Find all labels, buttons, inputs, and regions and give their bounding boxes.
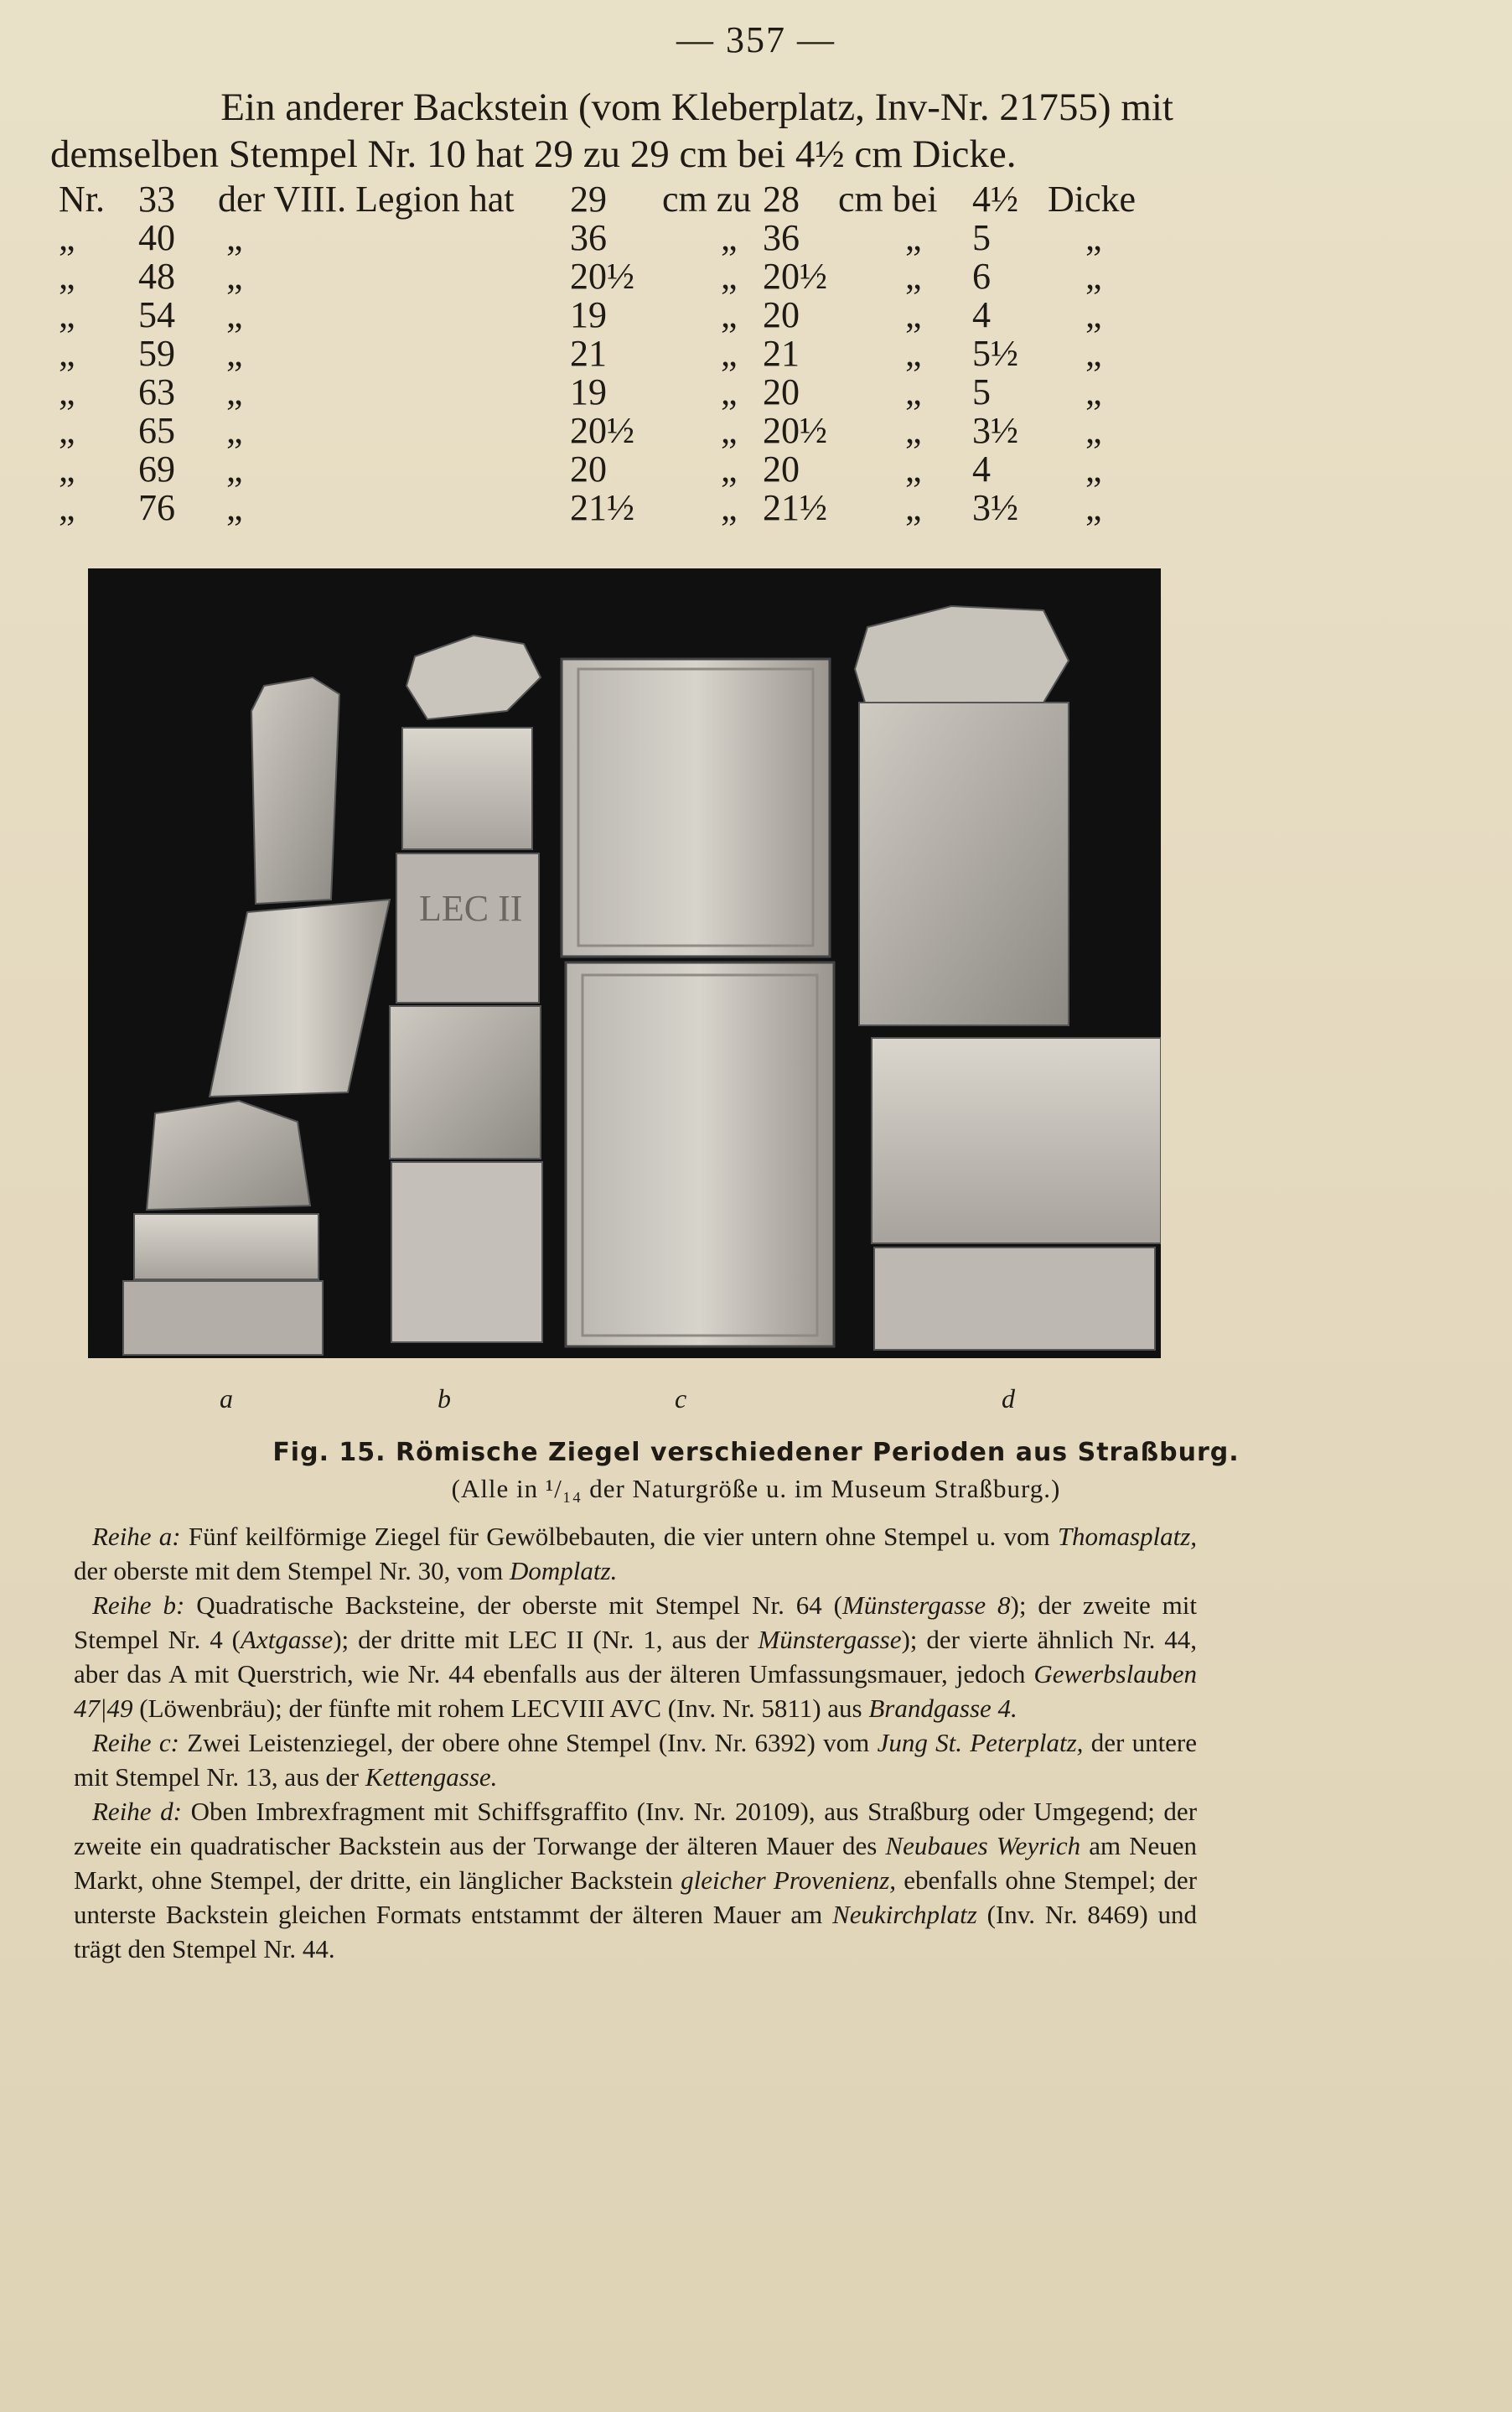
row-height: 28 [763, 179, 800, 220]
row-label-a: a [220, 1383, 233, 1413]
row-height: 21½ [763, 487, 827, 528]
row-ditto: „ [721, 449, 739, 490]
row-number: 63 [138, 371, 175, 412]
row-c-place-1: Jung St. Peterplatz, [877, 1728, 1084, 1757]
row-width: 21½ [570, 487, 634, 528]
row-ditto: „ [905, 371, 924, 412]
row-d-text-1: Oben Imbrexfragment mit Schiffsgraffito (Inv. Nr. 20109), aus Straßburg oder Umgegend; der zweite ein quadratischer Backstein aus der Torwange der älteren Mauer des [74, 1797, 1198, 1860]
row-label-b: b [438, 1383, 451, 1413]
row-a-text-2: der oberste mit dem Stempel Nr. 30, vom [74, 1556, 504, 1585]
row-ditto: „ [721, 217, 739, 258]
row-d-place-1: Neubaues Weyrich [885, 1831, 1081, 1860]
row-label-d: d [1002, 1383, 1015, 1413]
figure-description [74, 1519, 1197, 1966]
row-thickness: 4 [972, 449, 991, 490]
row-thickness: 6 [972, 256, 991, 297]
row-d-text-3: ebenfalls ohne Stempel; der unterste Backstein gleichen Formats entstammt der älteren Mauer am [74, 1865, 1198, 1929]
row-a-place-1: Thomasplatz, [1057, 1522, 1198, 1551]
row-ditto: „ [721, 333, 739, 374]
row-number: 69 [138, 449, 175, 490]
row-thickness: 5 [972, 217, 991, 258]
row-number: 54 [138, 294, 175, 335]
row-number: 33 [138, 179, 175, 220]
row-b-text-3: ); der dritte mit LEC II (Nr. 1, aus der [333, 1625, 749, 1654]
row-unit-2: cm bei [838, 179, 938, 220]
row-ditto: „ [226, 371, 245, 412]
row-ditto: „ [905, 256, 924, 297]
brick-photograph [88, 568, 1161, 1358]
brick-column-b [390, 635, 542, 1342]
row-a-label: Reihe a: [92, 1522, 181, 1551]
row-thickness: 4 [972, 294, 991, 335]
row-legion: der VIII. Legion hat [218, 179, 515, 220]
row-ditto: „ [59, 217, 77, 258]
row-ditto: „ [721, 256, 739, 297]
row-ditto: „ [1085, 487, 1104, 528]
row-thickness: 3½ [972, 410, 1018, 451]
measurement-row [50, 371, 1190, 412]
row-ditto: „ [721, 410, 739, 451]
row-height: 20½ [763, 256, 827, 297]
row-ditto: „ [59, 371, 77, 412]
row-b-label: Reihe b: [92, 1590, 185, 1620]
row-a-text-1: Fünf keilförmige Ziegel für Gewölbebauten, die vier untern ohne Stempel u. vom [188, 1522, 1050, 1551]
row-ditto: „ [905, 410, 924, 451]
row-ditto: „ [905, 449, 924, 490]
row-b-place-2: Axtgasse [241, 1625, 334, 1654]
row-ditto: „ [1085, 449, 1104, 490]
row-number: 76 [138, 487, 175, 528]
row-width: 19 [570, 371, 607, 412]
row-label-c: c [675, 1383, 687, 1413]
row-width: 19 [570, 294, 607, 335]
row-d-place-3: Neukirchplatz [832, 1900, 977, 1929]
row-b-text-1: Quadratische Backsteine, der oberste mit Stempel Nr. 64 ( [196, 1590, 843, 1620]
row-width: 36 [570, 217, 607, 258]
measurement-row [50, 448, 1190, 490]
row-unit-1: cm zu [662, 179, 752, 220]
measurement-row [50, 486, 1190, 528]
intro-paragraph [50, 84, 1173, 178]
row-ditto: „ [905, 217, 924, 258]
row-ditto: „ [905, 333, 924, 374]
row-number: 48 [138, 256, 175, 297]
row-height: 36 [763, 217, 800, 258]
row-b-text-5: (Löwenbräu); der fünfte mit rohem LECVIII AVC (Inv. Nr. 5811) aus [139, 1694, 862, 1723]
measurement-row [50, 255, 1190, 297]
intro-line-1: Ein anderer Backstein (vom Kleberplatz, Inv-Nr. 21755) mit [220, 86, 1173, 129]
intro-line-2: demselben Stempel Nr. 10 hat 29 zu 29 cm bei 4½ cm Dicke. [50, 132, 1017, 176]
brick-photo-svg [88, 568, 1161, 1358]
row-ditto: „ [59, 487, 77, 528]
row-number: 65 [138, 410, 175, 451]
row-thickness: 5 [972, 371, 991, 412]
row-height: 21 [763, 333, 800, 374]
row-ditto: „ [226, 487, 245, 528]
row-ditto: „ [1085, 256, 1104, 297]
row-height: 20 [763, 294, 800, 335]
row-ditto: „ [1085, 333, 1104, 374]
row-width: 20½ [570, 410, 634, 451]
row-b-text-4: ); der vierte ähnlich Nr. 44, aber das A mit Querstrich, wie Nr. 44 ebenfalls aus der älteren Umfassungsmauer, jedoch [74, 1625, 1198, 1688]
measurement-row [50, 409, 1190, 451]
row-labels [0, 1383, 1512, 1420]
row-thickness: 5½ [972, 333, 1018, 374]
row-ditto: „ [226, 294, 245, 335]
row-d-text-2: am Neuen Markt, ohne Stempel, der dritte, ein länglicher Backstein [74, 1831, 1198, 1895]
row-d-place-2: gleicher Provenienz, [681, 1865, 896, 1895]
figure-caption [0, 1438, 1512, 1504]
measurement-row [50, 216, 1190, 258]
row-b-place-4: Gewerbslauben 47|49 [74, 1659, 1197, 1723]
row-b-text-2: ); der zweite mit Stempel Nr. 4 ( [74, 1590, 1198, 1654]
description-row-b [74, 1588, 1197, 1725]
row-ditto: „ [721, 371, 739, 412]
row-ditto: „ [905, 294, 924, 335]
row-thickness: 4½ [972, 179, 1018, 220]
row-thickness: 3½ [972, 487, 1018, 528]
row-width: 29 [570, 179, 607, 220]
row-ditto: „ [721, 487, 739, 528]
figure-subtitle: (Alle in ¹/₁₄ der Naturgröße u. im Museum Straßburg.) [451, 1474, 1061, 1503]
description-row-c [74, 1725, 1197, 1794]
row-b-place-5: Brandgasse 4. [868, 1694, 1017, 1723]
row-ditto: „ [1085, 410, 1104, 451]
figure-title: Fig. 15. Römische Ziegel verschiedener Perioden aus Straßburg. [272, 1438, 1240, 1467]
brick-stamp-lettering: LEC II [419, 888, 523, 929]
row-d-text-4: (Inv. Nr. 8469) und trägt den Stempel Nr. 44. [74, 1900, 1198, 1963]
row-ditto: „ [721, 294, 739, 335]
row-ditto: „ [59, 294, 77, 335]
description-row-d [74, 1794, 1197, 1966]
row-number: 59 [138, 333, 175, 374]
row-ditto: „ [59, 449, 77, 490]
row-width: 21 [570, 333, 607, 374]
measurement-row [50, 332, 1190, 374]
row-ditto: „ [226, 333, 245, 374]
row-b-place-1: Münstergasse 8 [842, 1590, 1011, 1620]
row-dicke: Dicke [1048, 179, 1137, 220]
measurement-row [50, 293, 1190, 335]
measurement-row [50, 178, 1190, 220]
row-height: 20½ [763, 410, 827, 451]
brick-column-c [562, 659, 834, 1346]
row-ditto: „ [905, 487, 924, 528]
description-row-a [74, 1519, 1197, 1588]
row-c-text-2: der untere mit Stempel Nr. 13, aus der [74, 1728, 1198, 1792]
page-number: — 357 — [676, 19, 836, 60]
row-d-label: Reihe d: [92, 1797, 183, 1826]
row-a-place-2: Domplatz. [510, 1556, 618, 1585]
row-ditto: „ [59, 410, 77, 451]
row-ditto: „ [226, 410, 245, 451]
row-ditto: „ [226, 256, 245, 297]
row-c-label: Reihe c: [92, 1728, 179, 1757]
row-height: 20 [763, 371, 800, 412]
row-ditto: „ [1085, 371, 1104, 412]
row-c-text-1: Zwei Leistenziegel, der obere ohne Stempel (Inv. Nr. 6392) vom [187, 1728, 870, 1757]
row-width: 20 [570, 449, 607, 490]
row-number: 40 [138, 217, 175, 258]
row-ditto: „ [1085, 294, 1104, 335]
row-ditto: „ [1085, 217, 1104, 258]
row-ditto: „ [59, 256, 77, 297]
row-b-place-3: Münstergasse [758, 1625, 902, 1654]
row-c-place-2: Kettengasse. [365, 1762, 498, 1792]
row-ditto: „ [59, 333, 77, 374]
row-ditto: „ [226, 217, 245, 258]
row-height: 20 [763, 449, 800, 490]
row-width: 20½ [570, 256, 634, 297]
row-ditto: „ [226, 449, 245, 490]
row-lead: Nr. [59, 179, 105, 220]
